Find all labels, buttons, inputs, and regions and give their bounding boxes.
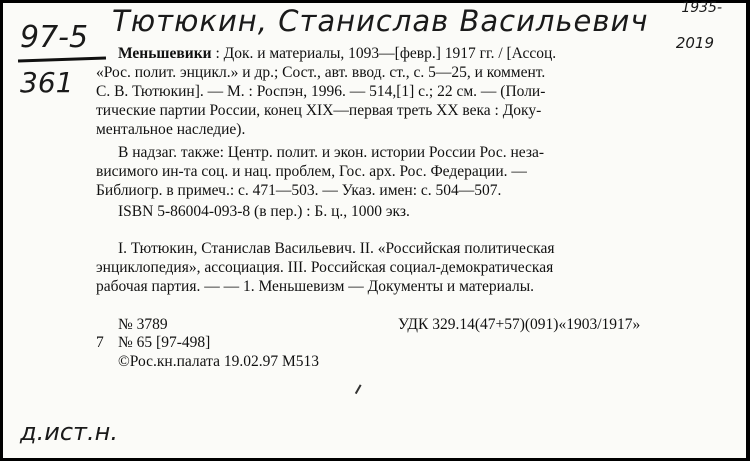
handwritten-author-name: Тютюкин, Станислав Васильевич [112, 4, 649, 38]
pen-mark [355, 384, 364, 395]
card-border-top [0, 0, 750, 3]
handwritten-call-number: 97-5 [20, 20, 89, 55]
card-border-left [0, 0, 3, 461]
call-number-underline [18, 56, 106, 62]
card-border-right [746, 0, 750, 461]
record-line-4: тические партии России, конец XIX—первая треть XX века : Доку- [96, 102, 542, 119]
footer-number-1: № 3789 [118, 316, 168, 333]
footer-prefix-7: 7 [96, 334, 104, 351]
tracing-line-2: энциклопедия», ассоциация. III. Российская социал-демократическая [96, 259, 554, 276]
footer-udk: УДК 329.14(47+57)(091)«1903/1917» [398, 316, 641, 333]
record-line-1 [118, 45, 556, 62]
note-line-2: висимого ин-та соц. и нац. проблем, Гос. арх. Рос. Федерации. — [96, 163, 527, 180]
handwritten-bottom-note: д.ист.н. [20, 418, 118, 446]
tracing-line-1: I. Тютюкин, Станислав Васильевич. II. «Российская политическая [118, 240, 555, 257]
note-line-3: Библиогр. в примеч.: с. 471—503. — Указ. имен: с. 504—507. [96, 182, 502, 199]
record-line-2: «Рос. полит. энцикл.» и др.; Сост., авт. ввод. ст., с. 5—25, и коммент. [96, 64, 546, 81]
note-line-1: В надзаг. также: Центр. полит. и экон. истории России Рос. неза- [118, 144, 545, 161]
isbn-line: ISBN 5-86004-093-8 (в пер.) : Б. ц., 1000 экз. [118, 203, 410, 220]
handwritten-years: 1935- [681, 0, 722, 16]
record-title: Меньшевики [118, 45, 212, 62]
footer-number-2: № 65 [97-498] [118, 334, 211, 351]
handwritten-year-2: 2019 [675, 34, 714, 52]
footer-chamber-stamp: ©Рос.кн.палата 19.02.97 М513 [118, 353, 320, 370]
tracing-line-3: рабочая партия. — — 1. Меньшевизм — Документы и материалы. [96, 278, 534, 295]
handwritten-call-number-2: 361 [20, 66, 74, 99]
record-line-3: С. В. Тютюкин]. — М. : Роспэн, 1996. — 514,[1] с.; 22 см. — (Поли- [96, 83, 546, 100]
record-line-1-text: : Док. и материалы, 1093—[февр.] 1917 гг. / [Ассоц. [211, 45, 557, 62]
record-line-5: ментальное наследие). [96, 121, 246, 138]
